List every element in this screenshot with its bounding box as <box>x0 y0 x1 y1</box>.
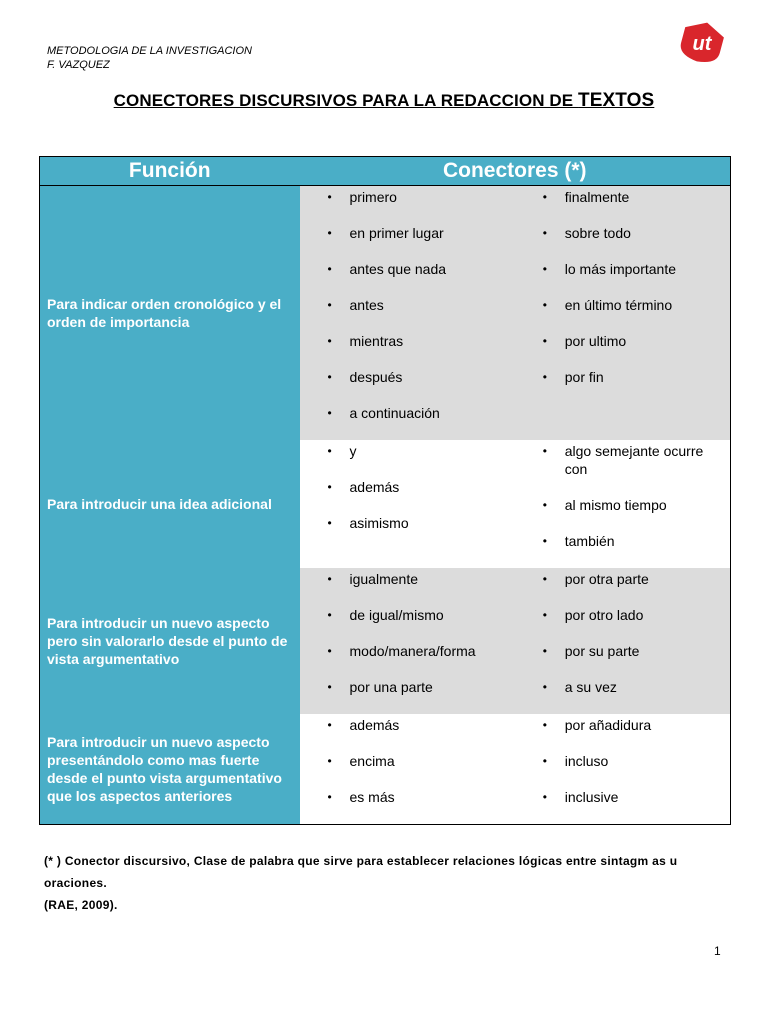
table-header-row <box>40 157 731 186</box>
list-item: • al mismo tiempo <box>515 496 730 532</box>
list-item: • igualmente <box>300 570 515 606</box>
list-item: • inclusive <box>515 788 730 824</box>
connectors-left-list <box>300 570 515 714</box>
table-row <box>40 568 731 714</box>
list-item: • asimismo <box>300 514 515 550</box>
list-item: • finalmente <box>515 188 730 224</box>
list-item: • por ultimo <box>515 332 730 368</box>
connectors-right-list <box>515 570 730 714</box>
footnote <box>44 850 734 916</box>
list-item: • sobre todo <box>515 224 730 260</box>
list-item: • incluso <box>515 752 730 788</box>
list-item: • en último término <box>515 296 730 332</box>
function-header: Función <box>40 157 300 186</box>
table-row <box>40 186 731 441</box>
list-item: • encima <box>300 752 515 788</box>
list-item: • lo más importante <box>515 260 730 296</box>
title-last-word: TEXTOS <box>578 90 655 111</box>
connectors-left-list <box>300 716 515 824</box>
document-header <box>47 44 252 72</box>
list-item: • por su parte <box>515 642 730 678</box>
connectors-left-list <box>300 188 515 440</box>
list-item: • por añadidura <box>515 716 730 752</box>
list-item: • a continuación <box>300 404 515 440</box>
connectors-cell <box>300 186 731 441</box>
list-item: • y <box>300 442 515 478</box>
ut-logo <box>678 20 726 64</box>
list-item: • además <box>300 716 515 752</box>
course-name: METODOLOGIA DE LA INVESTIGACION <box>47 45 252 57</box>
list-item: • primero <box>300 188 515 224</box>
list-item: • por una parte <box>300 678 515 714</box>
table-row <box>40 714 731 825</box>
list-item: • por fin <box>515 368 730 404</box>
connectors-right-list <box>515 716 730 824</box>
connectors-right-list <box>515 442 730 568</box>
list-item: • a su vez <box>515 678 730 714</box>
list-item: • mientras <box>300 332 515 368</box>
list-item: • antes <box>300 296 515 332</box>
list-item: • modo/manera/forma <box>300 642 515 678</box>
list-item: • es más <box>300 788 515 824</box>
function-cell: Para introducir un nuevo aspecto presentándolo como mas fuerte desde el punto vista argumentativo que los aspectos anteriores <box>40 714 300 825</box>
table-row <box>40 440 731 568</box>
list-item: • en primer lugar <box>300 224 515 260</box>
connectors-table <box>39 156 731 825</box>
list-item: • también <box>515 532 730 568</box>
list-item: • antes que nada <box>300 260 515 296</box>
list-item: • además <box>300 478 515 514</box>
author-name: F. VAZQUEZ <box>47 59 110 71</box>
list-item: • de igual/mismo <box>300 606 515 642</box>
footnote-source: (RAE, 2009). <box>44 898 118 912</box>
page-title <box>0 90 768 112</box>
connectors-cell <box>300 714 731 825</box>
list-item: • por otra parte <box>515 570 730 606</box>
list-item: • algo semejante ocurre con <box>515 442 730 496</box>
function-cell: Para introducir un nuevo aspecto pero sin valorarlo desde el punto de vista argumentativo <box>40 568 300 714</box>
title-main: CONECTORES DISCURSIVOS PARA LA REDACCION DE <box>113 91 579 110</box>
list-item: • después <box>300 368 515 404</box>
function-cell: Para indicar orden cronológico y el orden de importancia <box>40 186 300 441</box>
connectors-cell <box>300 568 731 714</box>
connectors-left-list <box>300 442 515 550</box>
footnote-definition: (* ) Conector discursivo, Clase de palabra que sirve para establecer relaciones lógicas entre sintagm as u oraciones. <box>44 854 678 890</box>
logo-text: ut <box>692 33 712 55</box>
list-item: • por otro lado <box>515 606 730 642</box>
connectors-right-list <box>515 188 730 404</box>
connectors-cell <box>300 440 731 568</box>
page-number: 1 <box>714 944 721 958</box>
connectors-header: Conectores (*) <box>300 157 731 186</box>
function-cell: Para introducir una idea adicional <box>40 440 300 568</box>
